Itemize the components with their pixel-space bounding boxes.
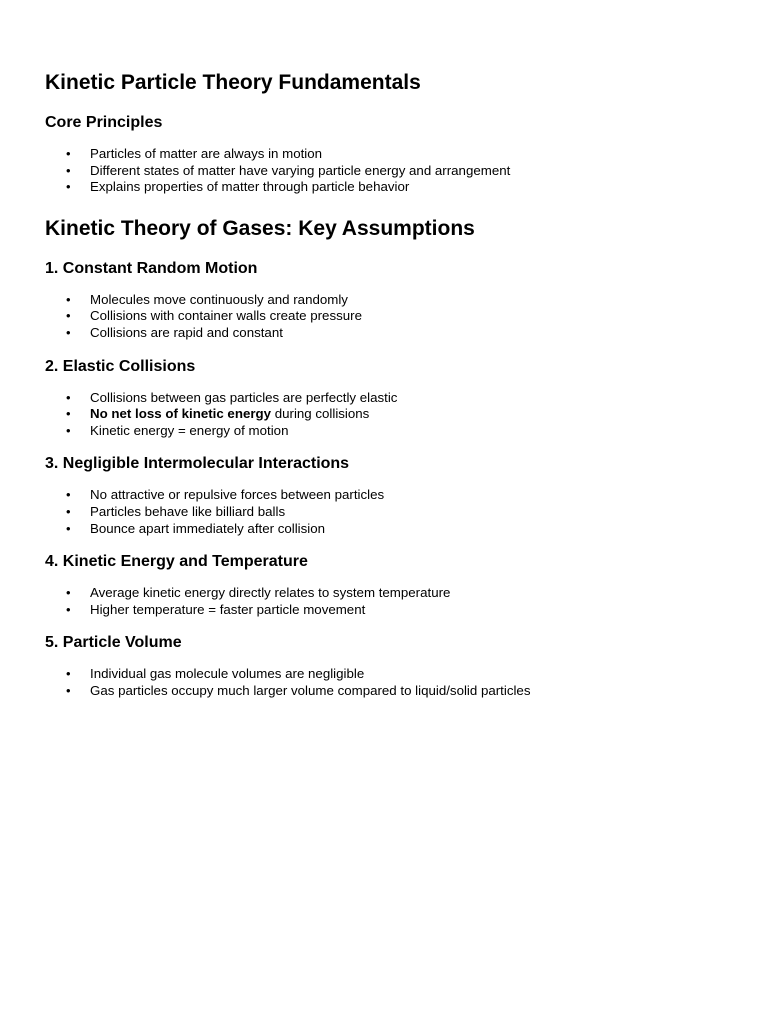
section-title-gas-assumptions: Kinetic Theory of Gases: Key Assumptions — [45, 216, 475, 240]
assumption-heading-2: 2. Elastic Collisions — [45, 357, 196, 375]
bullet-icon: • — [66, 389, 71, 405]
bullet-icon: • — [66, 666, 71, 682]
assumption-list-1 — [45, 292, 728, 342]
assumption-heading-4: 4. Kinetic Energy and Temperature — [45, 553, 308, 571]
list-item: • Particles behave like billiard balls — [66, 503, 286, 519]
bullet-icon: • — [66, 324, 71, 340]
list-item: • Explains properties of matter through particle behavior — [66, 179, 410, 195]
bullet-icon: • — [66, 146, 71, 161]
bullet-icon: • — [66, 520, 71, 536]
bullet-icon: • — [66, 601, 71, 617]
list-item: • Particles of matter are always in motion — [66, 146, 323, 161]
bullet-icon: • — [66, 179, 71, 195]
list-item: • Individual gas molecule volumes are negligible — [66, 666, 365, 682]
core-principles-heading: Core Principles — [45, 114, 163, 131]
bullet-icon: • — [66, 162, 71, 178]
assumption-heading-3: 3. Negligible Intermolecular Interactions — [45, 455, 350, 473]
bullet-icon: • — [66, 585, 71, 601]
list-item: • Average kinetic energy directly relates to system temperature — [66, 585, 451, 601]
list-item: • Collisions with container walls create pressure — [66, 308, 362, 324]
list-item: • Different states of matter have varying particle energy and arrangement — [66, 162, 511, 178]
list-item: • Bounce apart immediately after collision — [66, 520, 326, 536]
bullet-icon: • — [66, 487, 71, 503]
core-principles-list — [45, 146, 728, 196]
list-item: • No net loss of kinetic energy during collisions — [66, 406, 370, 422]
bullet-icon: • — [66, 503, 71, 519]
list-item: • Molecules move continuously and randomly — [66, 291, 348, 307]
assumption-list-5 — [45, 666, 728, 699]
bullet-icon: • — [66, 682, 71, 698]
assumption-heading-5: 5. Particle Volume — [45, 634, 182, 652]
list-item: • No attractive or repulsive forces between particles — [66, 487, 385, 503]
list-item: • Kinetic energy = energy of motion — [66, 422, 289, 438]
assumption-heading-1: 1. Constant Random Motion — [45, 259, 258, 277]
bullet-icon: • — [66, 308, 71, 324]
list-item: • Collisions are rapid and constant — [66, 324, 283, 340]
list-item: • Higher temperature = faster particle movement — [66, 601, 366, 617]
bold-text: No net loss of kinetic energy — [90, 406, 272, 422]
page-title: Kinetic Particle Theory Fundamentals — [45, 71, 421, 94]
assumption-list-3 — [45, 487, 728, 537]
bullet-icon: • — [66, 406, 71, 422]
bullet-icon: • — [66, 291, 71, 307]
list-item: • Gas particles occupy much larger volume compared to liquid/solid particles — [66, 682, 531, 698]
assumption-list-2 — [45, 390, 728, 440]
bullet-icon: • — [66, 422, 71, 438]
list-item: • Collisions between gas particles are perfectly elastic — [66, 389, 398, 405]
assumption-list-4 — [45, 585, 728, 618]
